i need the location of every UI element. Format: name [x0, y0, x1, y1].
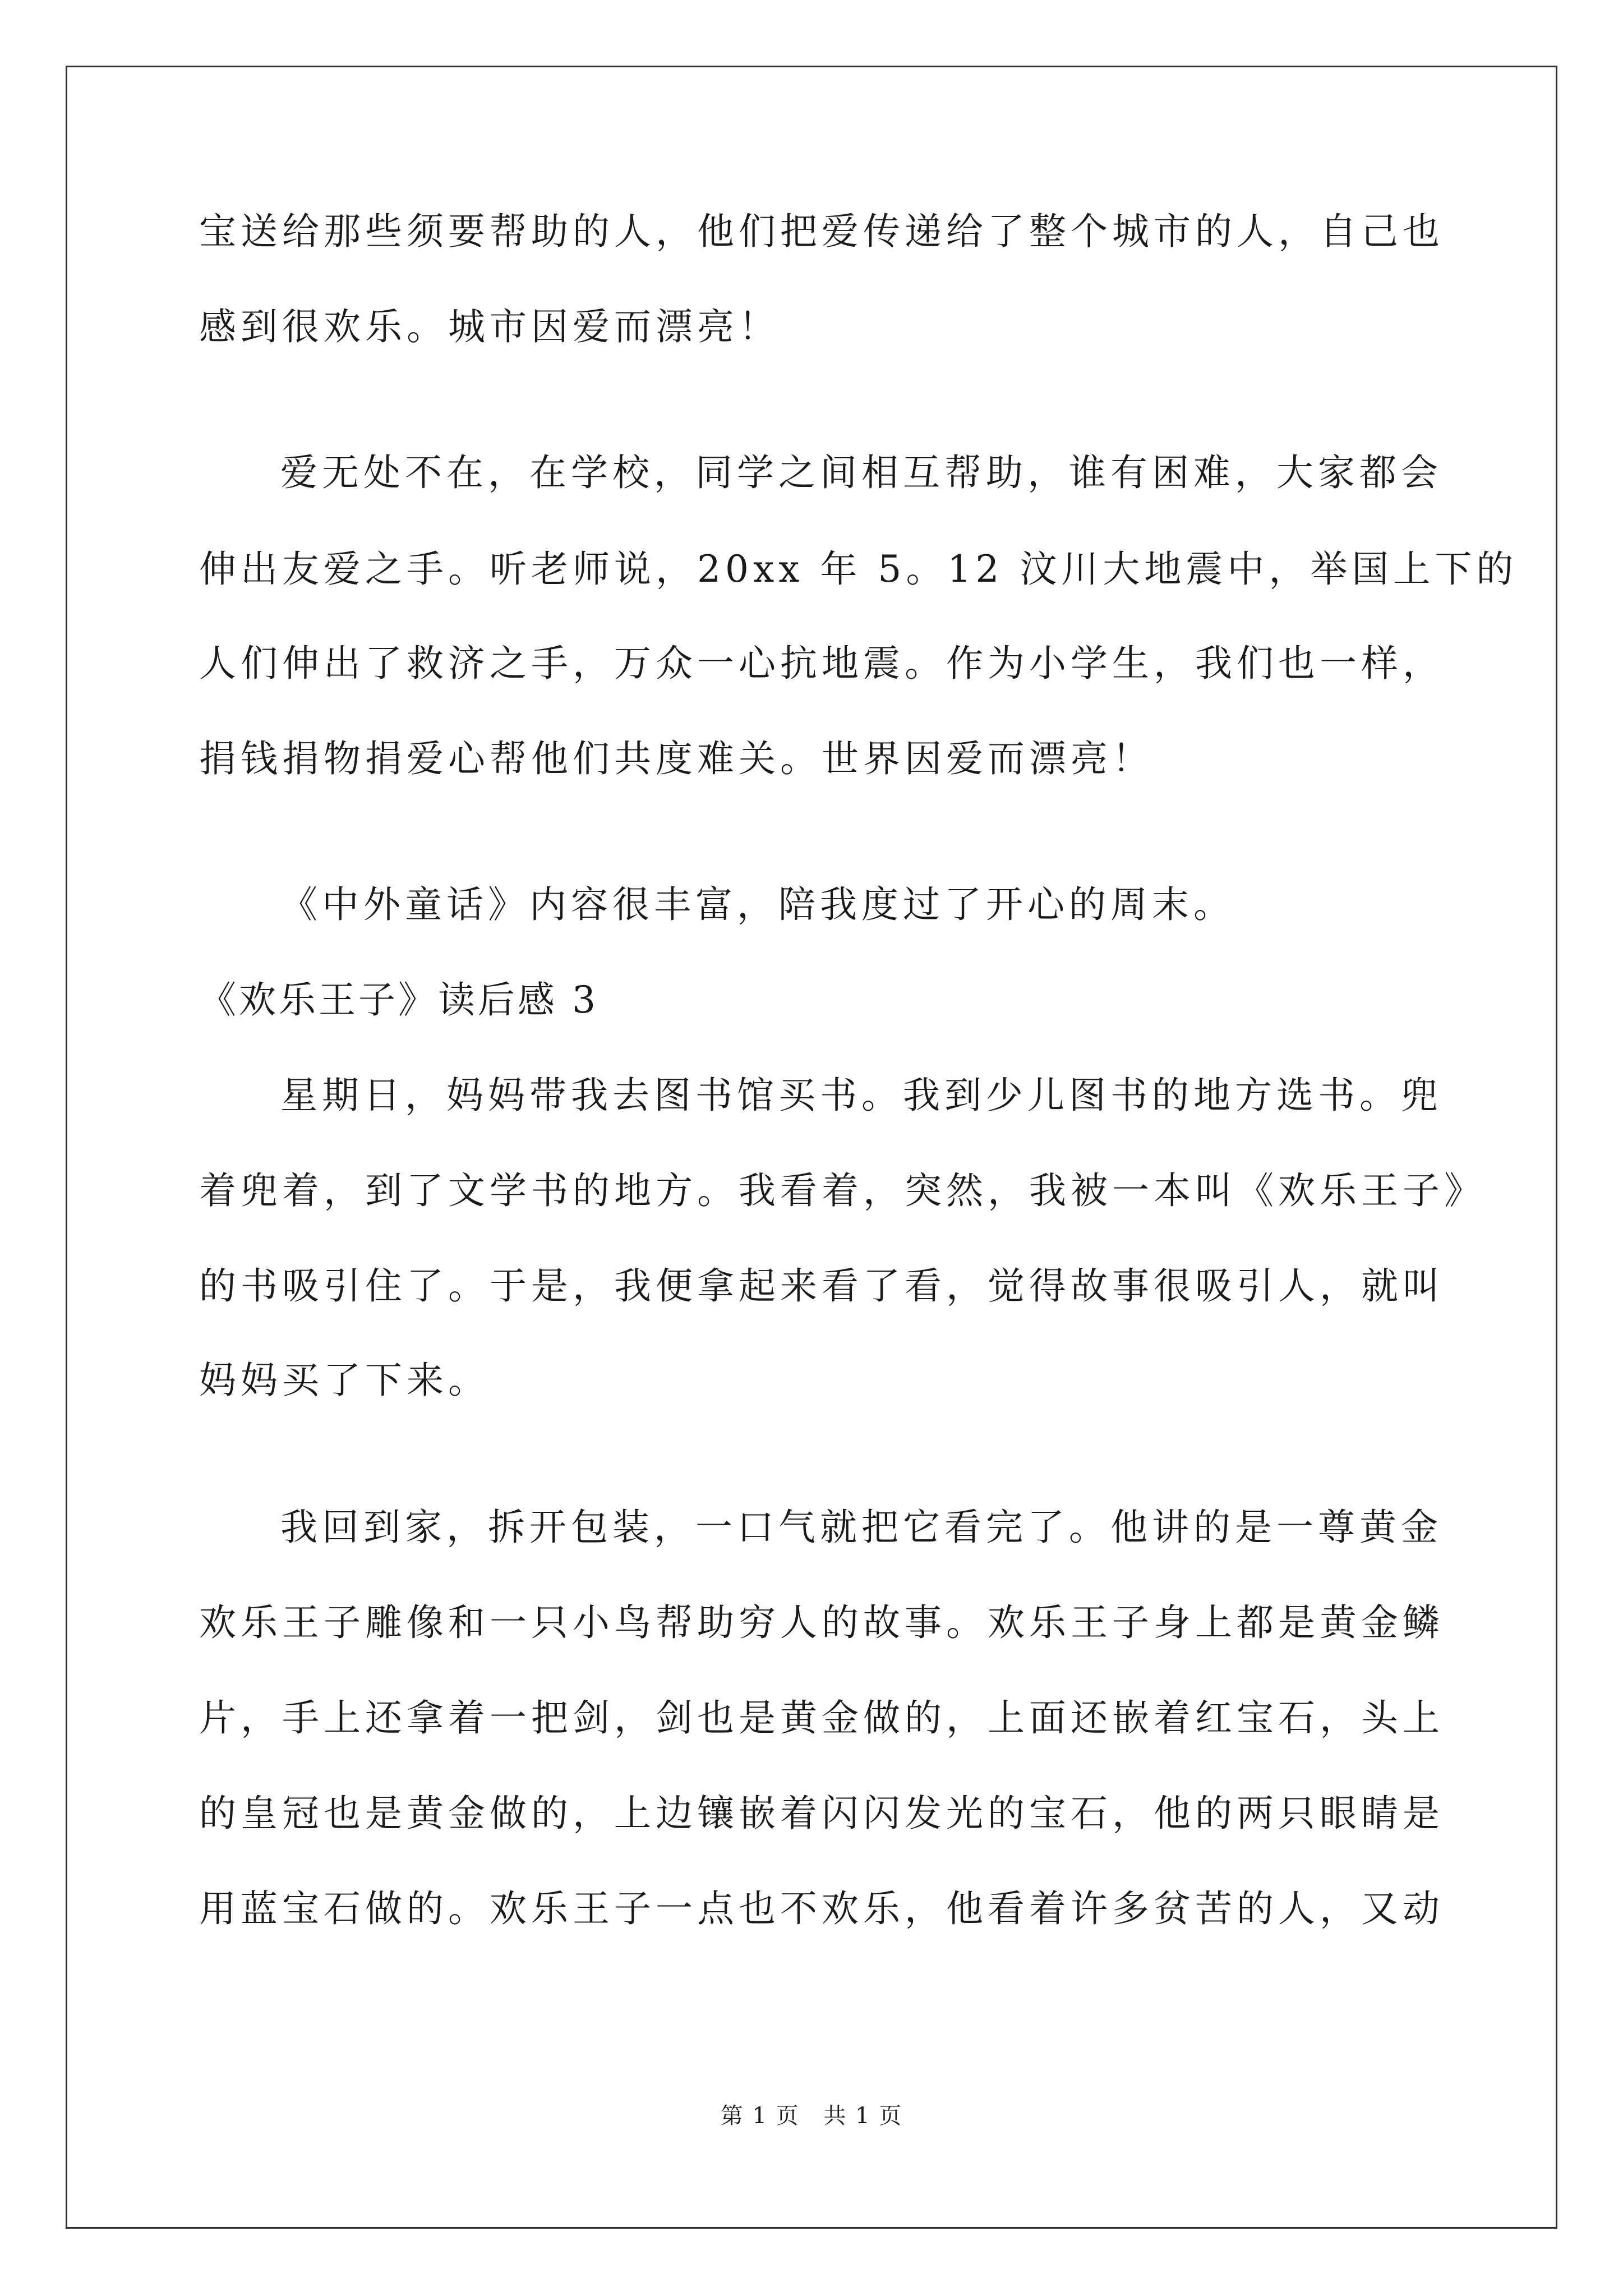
page-footer: [0, 2098, 1623, 2130]
text-line: 捐钱捐物捐爱心帮他们共度难关。世界因爱而漂亮！: [199, 737, 1154, 780]
paragraph-start-line: 《中外童话》内容很丰富，陪我度过了开心的周末。: [280, 883, 1235, 926]
section-heading: 《欢乐王子》读后感 3: [199, 978, 598, 1022]
paragraph-start-line: 我回到家，拆开包装，一口气就把它看完了。他讲的是一尊黄金: [280, 1506, 1442, 1549]
text-line: 人们伸出了救济之手，万众一心抗地震。作为小学生，我们也一样，: [199, 642, 1444, 685]
text-line: 欢乐王子雕像和一只小鸟帮助穷人的故事。欢乐王子身上都是黄金鳞: [199, 1601, 1444, 1644]
text-line: 宝送给那些须要帮助的人，他们把爱传递给了整个城市的人，自己也: [199, 210, 1444, 253]
text-line: 妈妈买了下来。: [199, 1359, 490, 1402]
text-line: 着兜着，到了文学书的地方。我看着，突然，我被一本叫《欢乐王子》: [199, 1169, 1486, 1212]
paragraph-start-line: 星期日，妈妈带我去图书馆买书。我到少儿图书的地方选书。兜: [280, 1074, 1442, 1117]
text-line: 感到很欢乐。城市因爱而漂亮！: [199, 305, 780, 348]
text-line: 片，手上还拿着一把剑，剑也是黄金做的，上面还嵌着红宝石，头上: [199, 1696, 1444, 1740]
text-line: 用蓝宝石做的。欢乐王子一点也不欢乐，他看着许多贫苦的人，又动: [199, 1887, 1444, 1930]
paragraph-start-line: 爱无处不在，在学校，同学之间相互帮助，谁有困难，大家都会: [280, 451, 1442, 494]
page-total: 共 1 页: [823, 2103, 903, 2129]
text-line: 伸出友爱之手。听老师说，20xx 年 5。12 汶川大地震中，举国上下的: [199, 547, 1518, 591]
page-number: 第 1 页: [720, 2103, 800, 2129]
text-line: 的皇冠也是黄金做的，上边镶嵌着闪闪发光的宝石，他的两只眼睛是: [199, 1792, 1444, 1835]
text-line: 的书吸引住了。于是，我便拿起来看了看，觉得故事很吸引人，就叫: [199, 1264, 1444, 1308]
